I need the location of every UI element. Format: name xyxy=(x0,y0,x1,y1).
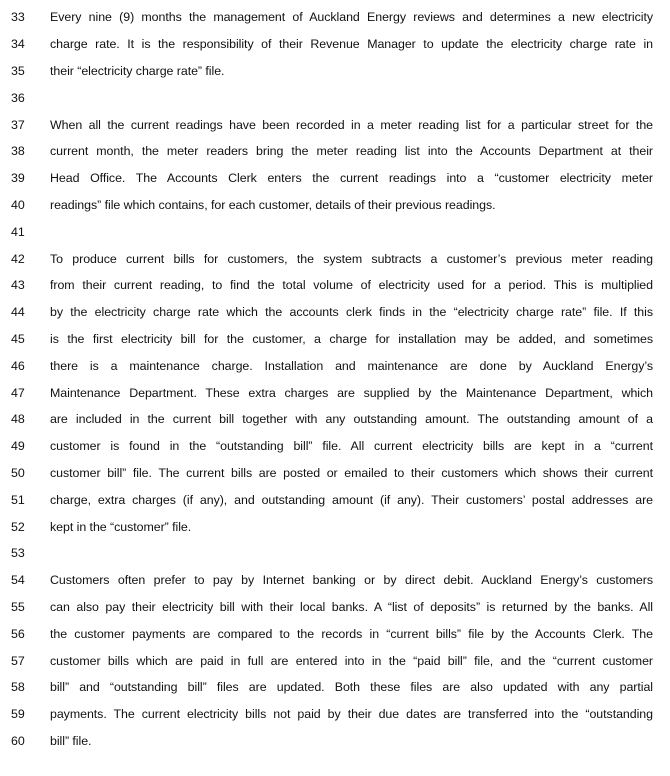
line-text: customer bill” file. The current bills are posted or emailed to their customers which shows their current xyxy=(50,465,653,480)
line-number: 40 xyxy=(11,197,25,212)
line-number: 53 xyxy=(11,546,25,561)
line-number: 60 xyxy=(11,733,25,748)
line-text: are included in the current bill together with any outstanding amount. The outstanding amount of a xyxy=(50,412,653,427)
line-text: is the first electricity bill for the customer, a charge for installation may be added, and sometimes xyxy=(50,331,653,346)
line-number: 38 xyxy=(11,144,25,159)
line-text: readings” file which contains, for each customer, details of their previous readings. xyxy=(50,197,496,212)
document-line xyxy=(0,352,670,379)
document-line xyxy=(0,84,670,111)
document-line xyxy=(0,272,670,299)
line-text: Head Office. The Accounts Clerk enters the current readings into a “customer electricity meter xyxy=(50,171,653,186)
line-text: payments. The current electricity bills not paid by their due dates are transferred into the “outstanding xyxy=(50,707,653,722)
document-line xyxy=(0,406,670,433)
document-body xyxy=(0,4,670,754)
line-number: 49 xyxy=(11,439,25,454)
document-line xyxy=(0,379,670,406)
document-line xyxy=(0,326,670,353)
document-line xyxy=(0,594,670,621)
document-line xyxy=(0,218,670,245)
line-number: 55 xyxy=(11,599,25,614)
line-number: 33 xyxy=(11,10,25,25)
document-line xyxy=(0,138,670,165)
document-line xyxy=(0,460,670,487)
line-number: 58 xyxy=(11,680,25,695)
document-line xyxy=(0,647,670,674)
document-line xyxy=(0,540,670,567)
line-text: the customer payments are compared to the records in “current bills” file by the Accounts Clerk. The xyxy=(50,626,653,641)
line-number: 50 xyxy=(11,465,25,480)
line-number: 52 xyxy=(11,519,25,534)
line-number: 42 xyxy=(11,251,25,266)
line-number: 45 xyxy=(11,331,25,346)
line-text: their “electricity charge rate” file. xyxy=(50,63,225,78)
document-line xyxy=(0,165,670,192)
line-number: 35 xyxy=(11,63,25,78)
document-line xyxy=(0,701,670,728)
line-number: 47 xyxy=(11,385,25,400)
line-text: customer is found in the “outstanding bill” file. All current electricity bills are kept in a “current xyxy=(50,439,653,454)
line-number: 54 xyxy=(11,573,25,588)
document-line xyxy=(0,433,670,460)
line-number: 51 xyxy=(11,492,25,507)
line-number: 34 xyxy=(11,37,25,52)
line-text: bill” and “outstanding bill” files are updated. Both these files are also updated with any partial xyxy=(50,680,653,695)
line-text: Maintenance Department. These extra charges are supplied by the Maintenance Department, which xyxy=(50,385,653,400)
document-line xyxy=(0,620,670,647)
line-number: 57 xyxy=(11,653,25,668)
line-text: can also pay their electricity bill with their local banks. A “list of deposits” is returned by the banks. All xyxy=(50,599,653,614)
document-line xyxy=(0,4,670,31)
document-line xyxy=(0,674,670,701)
line-text: kept in the “customer” file. xyxy=(50,519,192,534)
line-text: bill” file. xyxy=(50,733,92,748)
line-text: there is a maintenance charge. Installation and maintenance are done by Auckland Energy’s xyxy=(50,358,653,373)
line-text: To produce current bills for customers, the system subtracts a customer’s previous meter reading xyxy=(50,251,653,266)
line-number: 39 xyxy=(11,171,25,186)
document-line xyxy=(0,192,670,219)
line-text: charge rate. It is the responsibility of their Revenue Manager to update the electricity charge rate in xyxy=(50,37,653,52)
document-line xyxy=(0,728,670,755)
line-number: 37 xyxy=(11,117,25,132)
document-line xyxy=(0,513,670,540)
line-number: 59 xyxy=(11,707,25,722)
line-text: by the electricity charge rate which the accounts clerk finds in the “electricity charge rate” file. If this xyxy=(50,305,653,320)
line-number: 36 xyxy=(11,90,25,105)
line-text: customer bills which are paid in full are entered into in the “paid bill” file, and the “current customer xyxy=(50,653,653,668)
line-number: 56 xyxy=(11,626,25,641)
document-line xyxy=(0,299,670,326)
document-line xyxy=(0,111,670,138)
document-line xyxy=(0,58,670,85)
document-line xyxy=(0,31,670,58)
line-text: from their current reading, to find the total volume of electricity used for a period. This is multiplied xyxy=(50,278,653,293)
line-text: charge, extra charges (if any), and outstanding amount (if any). Their customers’ postal addresses are xyxy=(50,492,653,507)
line-number: 41 xyxy=(11,224,25,239)
line-text: Customers often prefer to pay by Internet banking or by direct debit. Auckland Energy’s customers xyxy=(50,573,653,588)
line-number: 48 xyxy=(11,412,25,427)
document-line xyxy=(0,486,670,513)
document-line xyxy=(0,567,670,594)
line-text: When all the current readings have been recorded in a meter reading list for a particular street for the xyxy=(50,117,653,132)
line-number: 44 xyxy=(11,305,25,320)
line-number: 46 xyxy=(11,358,25,373)
line-text: Every nine (9) months the management of Auckland Energy reviews and determines a new electricity xyxy=(50,10,653,25)
line-number: 43 xyxy=(11,278,25,293)
document-line xyxy=(0,245,670,272)
line-text: current month, the meter readers bring the meter reading list into the Accounts Department at their xyxy=(50,144,653,159)
